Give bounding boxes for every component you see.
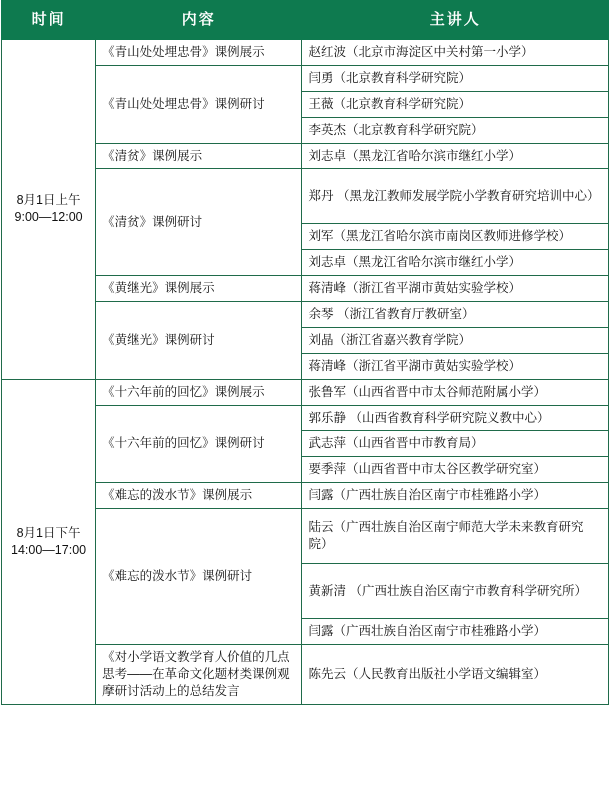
session-speaker-cell: 陆云（广西壮族自治区南宁师范大学未来教育研究院） — [302, 509, 609, 564]
session-speaker-cell: 赵红波（北京市海淀区中关村第一小学） — [302, 40, 609, 66]
table-row — [2, 40, 609, 66]
session-speaker-cell: 陈先云（人民教育出版社小学语文编辑室） — [302, 644, 609, 704]
column-header-time: 时间 — [2, 1, 96, 40]
session-hours: 14:00—17:00 — [11, 542, 87, 557]
session-content-cell: 《十六年前的回忆》课例研讨 — [96, 405, 302, 483]
table-body — [2, 40, 609, 705]
table-header — [2, 1, 609, 40]
session-speaker-cell: 郑丹 （黑龙江教师发展学院小学教育研究培训中心） — [302, 169, 609, 224]
table-row — [2, 379, 609, 405]
session-content-cell: 《黄继光》课例展示 — [96, 276, 302, 302]
session-speaker-cell: 闫露（广西壮族自治区南宁市桂雅路小学） — [302, 619, 609, 645]
column-header-content: 内容 — [96, 1, 302, 40]
session-speaker-cell: 李英杰（北京教育科学研究院） — [302, 117, 609, 143]
session-hours: 9:00—12:00 — [14, 210, 83, 225]
session-content-cell: 《青山处处埋忠骨》课例研讨 — [96, 65, 302, 143]
session-content-cell: 《十六年前的回忆》课例展示 — [96, 379, 302, 405]
session-speaker-cell: 刘军（黑龙江省哈尔滨市南岗区教师进修学校） — [302, 224, 609, 250]
session-date: 8月1日上午 — [16, 193, 81, 208]
session-speaker-cell: 闫勇（北京教育科学研究院） — [302, 65, 609, 91]
table-header-row — [2, 1, 609, 40]
session-speaker-cell: 郭乐静 （山西省教育科学研究院义教中心） — [302, 405, 609, 431]
session-content-cell: 《黄继光》课例研讨 — [96, 302, 302, 380]
session-speaker-cell: 王薇（北京教育科学研究院） — [302, 91, 609, 117]
session-speaker-cell: 刘志卓（黑龙江省哈尔滨市继红小学） — [302, 250, 609, 276]
session-speaker-cell: 蒋清峰（浙江省平湖市黄姑实验学校） — [302, 276, 609, 302]
session-speaker-cell: 刘志卓（黑龙江省哈尔滨市继红小学） — [302, 143, 609, 169]
session-content-cell: 《难忘的泼水节》课例展示 — [96, 483, 302, 509]
session-speaker-cell: 黄新清 （广西壮族自治区南宁市教育科学研究所） — [302, 564, 609, 619]
session-speaker-cell: 闫露（广西壮族自治区南宁市桂雅路小学） — [302, 483, 609, 509]
session-speaker-cell: 余琴 （浙江省教育厅教研室） — [302, 302, 609, 328]
session-content-cell: 《青山处处埋忠骨》课例展示 — [96, 40, 302, 66]
session-content-cell: 《清贫》课例展示 — [96, 143, 302, 169]
session-content-cell: 《清贫》课例研讨 — [96, 169, 302, 276]
session-speaker-cell: 蒋清峰（浙江省平湖市黄姑实验学校） — [302, 353, 609, 379]
session-speaker-cell: 张鲁军（山西省晋中市太谷师范附属小学） — [302, 379, 609, 405]
session-date: 8月1日下午 — [16, 525, 81, 540]
session-time-cell — [2, 40, 96, 380]
column-header-speaker: 主讲人 — [302, 1, 609, 40]
session-speaker-cell: 要季萍（山西省晋中市太谷区教学研究室） — [302, 457, 609, 483]
session-time-cell — [2, 379, 96, 704]
session-speaker-cell: 刘晶（浙江省嘉兴教育学院） — [302, 327, 609, 353]
session-content-cell: 《难忘的泼水节》课例研讨 — [96, 509, 302, 645]
session-content-cell: 《对小学语文教学育人价值的几点思考——在革命文化题材类课例观摩研讨活动上的总结发言 — [96, 644, 302, 704]
schedule-table — [1, 0, 609, 705]
session-speaker-cell: 武志萍（山西省晋中市教育局） — [302, 431, 609, 457]
